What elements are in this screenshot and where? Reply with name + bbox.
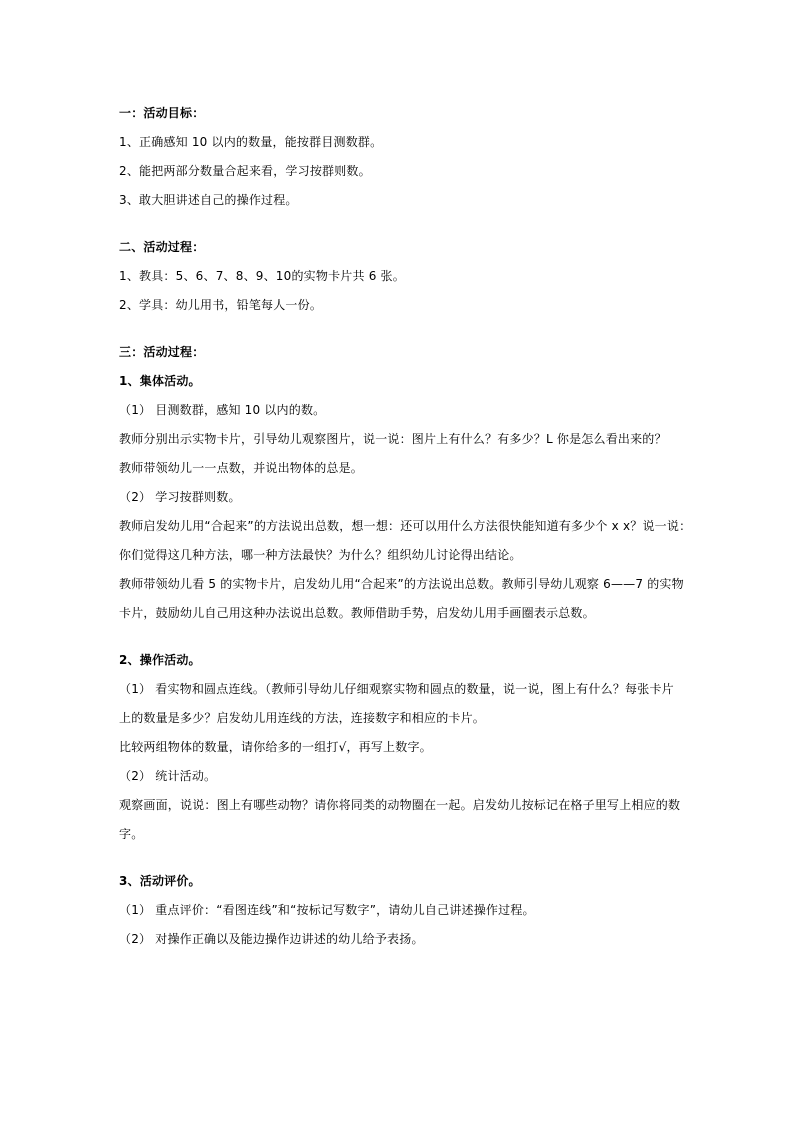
paragraph-line: （1） 目测数群，感知 10 以内的数。 (119, 403, 326, 417)
goal-item: 2、能把两部分数量合起来看，学习按群则数。 (119, 164, 371, 178)
material-item: 1、教具：5、6、7、8、9、10的实物卡片共 6 张。 (119, 269, 405, 283)
paragraph-line: 上的数量是多少？启发幼儿用连线的方法，连接数字和相应的卡片。 (119, 711, 486, 725)
paragraph-line: 比较两组物体的数量，请你给多的一组打√，再写上数字。 (119, 740, 432, 754)
section-title-process: 三：活动过程： (119, 345, 205, 359)
spacer (119, 320, 679, 338)
paragraph-line: 字。 (119, 827, 144, 841)
paragraph-line: 教师启发幼儿用“合起来”的方法说出总数，想一想：还可以用什么方法很快能知道有多少个 x x？说一说： (119, 519, 692, 533)
paragraph-line: 教师带领幼儿看 5 的实物卡片，启发幼儿用“合起来”的方法说出总数。教师引导幼儿观察 6——7 的实物 (119, 577, 684, 591)
paragraph-line: （2） 学习按群则数。 (119, 490, 241, 504)
document-body (119, 99, 692, 954)
paragraph-line: 教师分别出示实物卡片，引导幼儿观察图片，说一说：图片上有什么？有多少？L 你是怎么看出来的？ (119, 432, 667, 446)
paragraph-line: 教师带领幼儿一一点数，并说出物体的总是。 (119, 461, 364, 475)
paragraph-line: （2） 对操作正确以及能边操作边讲述的幼儿给予表扬。 (119, 932, 424, 946)
paragraph-line: 观察画面，说说：图上有哪些动物？请你将同类的动物圈在一起。启发幼儿按标记在格子里写上相应的数 (119, 798, 681, 812)
subsection-title-evaluation: 3、活动评价。 (119, 874, 201, 888)
material-item: 2、学具：幼儿用书，铅笔每人一份。 (119, 298, 323, 312)
goal-item: 1、正确感知 10 以内的数量，能按群目测数群。 (119, 135, 383, 149)
section-title-goals: 一：活动目标： (119, 106, 205, 120)
section-title-preparation: 二、活动过程： (119, 240, 205, 254)
spacer (119, 628, 679, 646)
paragraph-line: 你们觉得这几种方法，哪一种方法最快？为什么？组织幼儿讨论得出结论。 (119, 548, 522, 562)
paragraph-line: 卡片，鼓励幼儿自己用这种办法说出总数。教师借助手势，启发幼儿用手画圈表示总数。 (119, 606, 595, 620)
spacer (119, 215, 679, 233)
spacer (119, 849, 679, 867)
subsection-title-group-activity: 1、集体活动。 (119, 374, 201, 388)
subsection-title-operation-activity: 2、操作活动。 (119, 653, 201, 667)
goal-item: 3、敢大胆讲述自己的操作过程。 (119, 193, 298, 207)
paragraph-line: （1） 重点评价：“看图连线”和“按标记写数字”，请幼儿自己讲述操作过程。 (119, 903, 535, 917)
paragraph-line: （2） 统计活动。 (119, 769, 217, 783)
paragraph-line: （1） 看实物和圆点连线。（教师引导幼儿仔细观察实物和圆点的数量，说一说，图上有什么？每张卡片 (119, 682, 674, 696)
